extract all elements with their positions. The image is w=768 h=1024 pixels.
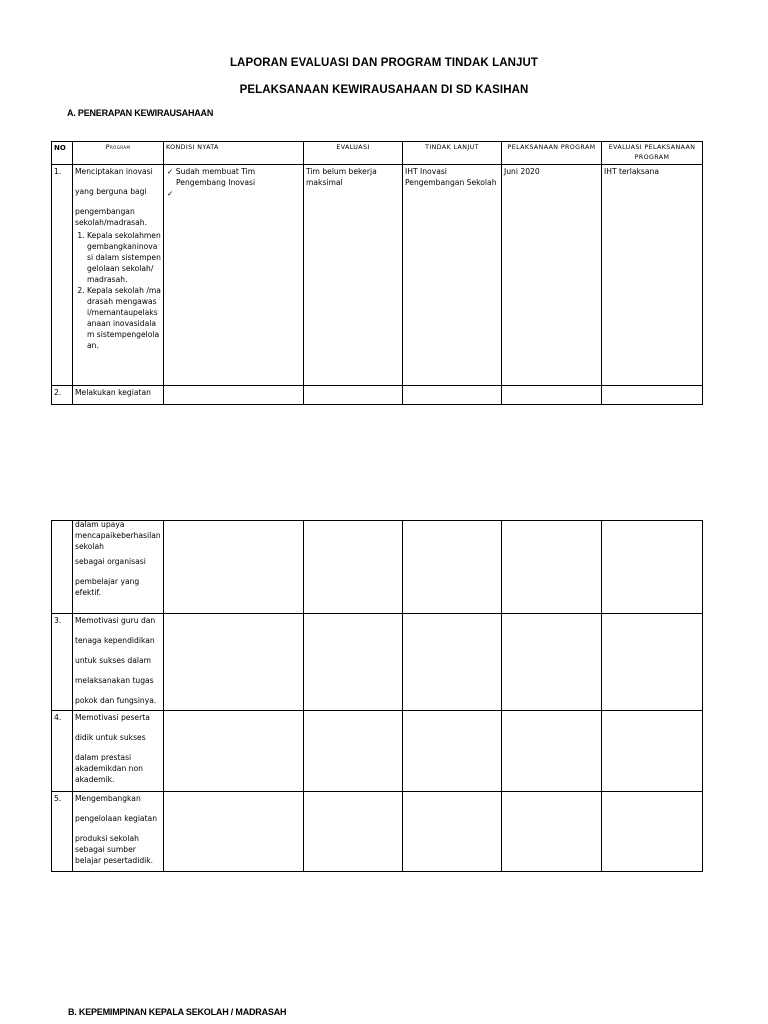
- pelaksanaan-cell: [502, 386, 602, 405]
- kondisi-cell: [164, 165, 304, 386]
- program-cell: [73, 614, 164, 711]
- header-tindak-lanjut: TINDAK LANJUT: [403, 142, 502, 165]
- section-b-heading: B. KEPEMIMPINAN KEPALA SEKOLAH / MADRASAH: [68, 1007, 287, 1017]
- table-row: [52, 711, 703, 792]
- table-row: [52, 792, 703, 872]
- header-evaluasi: EVALUASI: [304, 142, 403, 165]
- program-line: untuk sukses dalam: [75, 656, 152, 665]
- tindak-lanjut-cell: [403, 386, 502, 405]
- program-cell: [73, 521, 164, 614]
- program-line: tenaga kependidikan: [75, 636, 155, 645]
- table-row: [52, 614, 703, 711]
- program-line: Mengembangkan: [75, 794, 141, 803]
- header-no: NO: [52, 142, 73, 165]
- program-cell: [73, 711, 164, 792]
- row-number: [52, 521, 73, 614]
- program-line: Memotivasi guru dan: [75, 616, 156, 625]
- sub-item-list: [75, 230, 161, 351]
- header-kondisi-nyata: KONDISI NYATA: [164, 142, 304, 165]
- header-evaluasi-pelaksanaan: EVALUASI PELAKSANAAN PROGRAM: [602, 142, 703, 165]
- evaluasi-pelaksanaan-cell: [602, 386, 703, 405]
- program-line: Memotivasi peserta: [75, 713, 150, 722]
- evaluasi-cell: [304, 386, 403, 405]
- document-title: LAPORAN EVALUASI DAN PROGRAM TINDAK LANJUT: [229, 57, 539, 69]
- section-a-heading: A. PENERAPAN KEWIRAUSAHAAN: [67, 108, 214, 118]
- row-number: 2.: [52, 386, 73, 405]
- row-number: 5.: [52, 792, 73, 872]
- table-row: [52, 165, 703, 386]
- table-row: [52, 386, 703, 405]
- program-line: melaksanakan tugas: [75, 676, 154, 685]
- pelaksanaan-cell: Juni 2020: [502, 165, 602, 386]
- program-line: didik untuk sukses: [75, 733, 146, 742]
- checklist-item: ✓ Sudah membuat Tim Pengembang Inovasi: [167, 167, 256, 187]
- table-row: [52, 521, 703, 614]
- evaluasi-cell: Tim belum bekerja maksimal: [304, 165, 403, 386]
- list-item: 1. Kepala sekolahmengembangkaninovasi dalam sistempengelolaan sekolah/ madrasah.: [87, 230, 161, 285]
- table-header-row: [52, 142, 703, 165]
- header-pelaksanaan-program: PELAKSANAAN PROGRAM: [502, 142, 602, 165]
- checklist-item: ✓: [167, 189, 174, 198]
- evaluasi-pelaksanaan-cell: IHT terlaksana: [602, 165, 703, 386]
- program-line: dalam prestasi akademikdan non akademik.: [75, 753, 143, 784]
- row-number: 3.: [52, 614, 73, 711]
- evaluation-table-page-part-2: [51, 520, 703, 872]
- program-line: pengembangan sekolah/madrasah.: [75, 207, 148, 227]
- kondisi-cell: [164, 386, 304, 405]
- evaluation-table-page-part-1: [51, 141, 703, 405]
- program-line: pengelolaan kegiatan: [75, 814, 158, 823]
- list-item: 2. Kepala sekolah /madrasah mengawasi/memantaupelaksanaan inovasidalam sistempengelolaan.: [87, 285, 161, 351]
- program-line: sebagai organisasi: [75, 557, 146, 566]
- program-cell: [73, 792, 164, 872]
- program-line: dalam upaya mencapaikeberhasilan sekolah: [75, 520, 161, 551]
- program-cell: Melakukan kegiatan: [73, 386, 164, 405]
- row-number: 1.: [52, 165, 73, 386]
- program-cell: [73, 165, 164, 386]
- document-subtitle: PELAKSANAAN KEWIRAUSAHAAN DI SD KASIHAN: [239, 84, 529, 96]
- row-number: 4.: [52, 711, 73, 792]
- tindak-lanjut-cell: IHT Inovasi Pengembangan Sekolah: [403, 165, 502, 386]
- program-line: produksi sekolah sebagai sumber belajar pesertadidik.: [75, 834, 154, 865]
- program-line: Menciptakan inovasi: [75, 167, 153, 176]
- program-line: pokok dan fungsinya.: [75, 696, 157, 705]
- program-line: yang berguna bagi: [75, 187, 147, 196]
- program-line: pembelajar yang efektif.: [75, 577, 140, 597]
- header-program: Program: [73, 142, 164, 165]
